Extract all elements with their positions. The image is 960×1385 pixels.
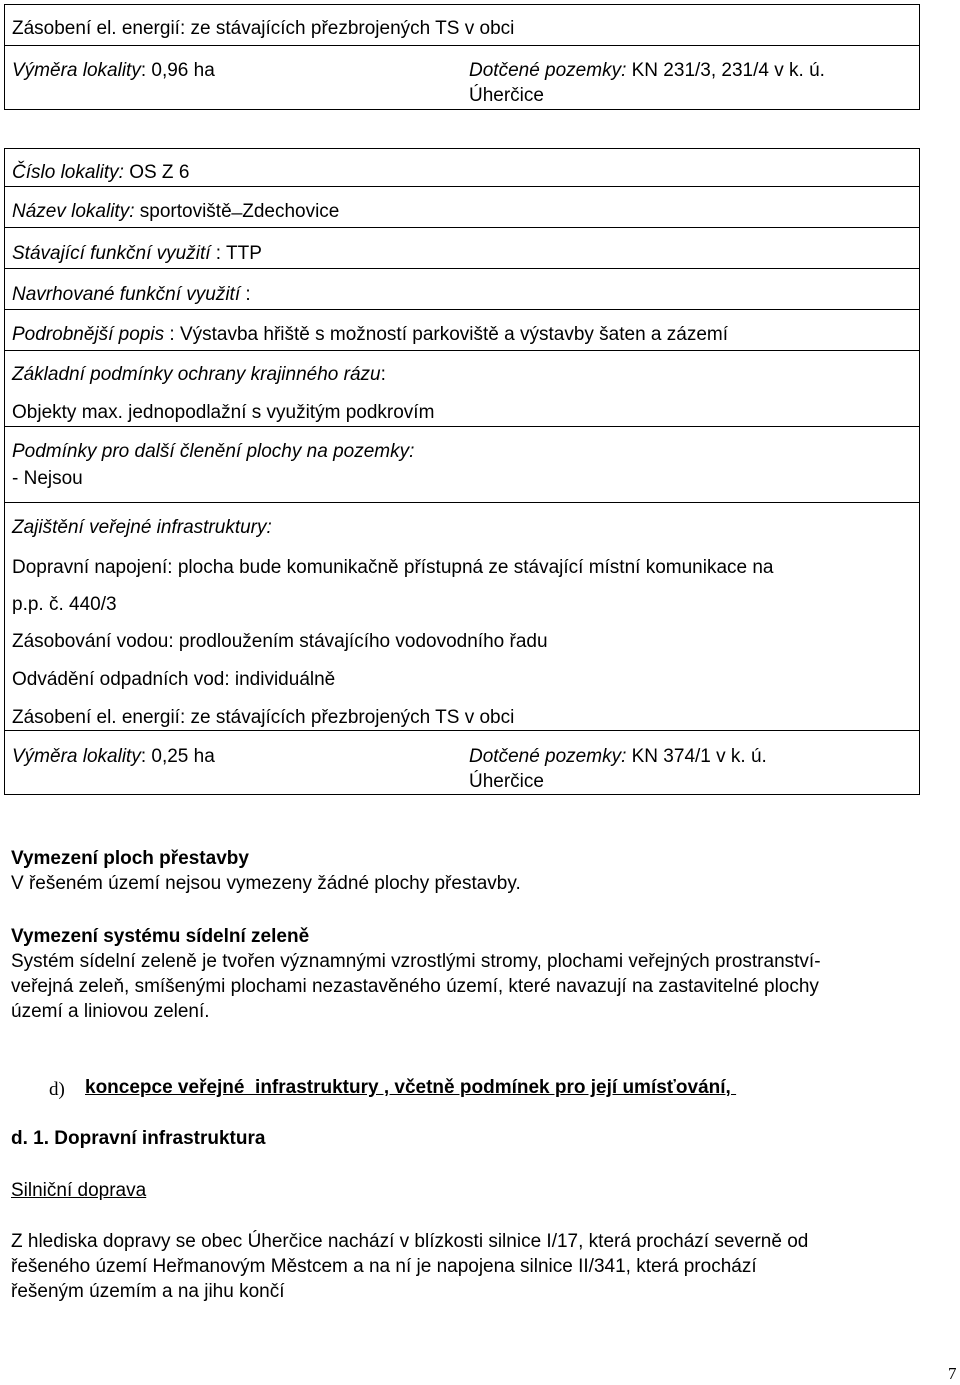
detail-description: Podrobnější popis : Výstavba hřiště s možností parkoviště a výstavby šaten a zázemí	[12, 324, 729, 345]
sewage: Odvádění odpadních vod: individuálně	[12, 669, 336, 690]
reconstruction-text: V řešeném území nejsou vymezeny žádné plochy přestavby.	[11, 873, 521, 894]
table-row-divider	[5, 309, 919, 310]
locality-table-top	[4, 4, 920, 110]
section-d-marker: d)	[49, 1079, 65, 1100]
area-cell: Výměra lokality: 0,96 ha	[12, 60, 215, 81]
table-row-divider	[5, 45, 919, 46]
landscape-value: Objekty max. jednopodlažní s využitým podkrovím	[12, 402, 435, 423]
road-transport-subheading: Silniční doprava	[11, 1180, 147, 1201]
landscape-conditions: Základní podmínky ochrany krajinného rázu:	[12, 364, 386, 385]
locality-name: Název lokality: sportoviště ̶ Zdechovice	[12, 201, 340, 222]
table-row-divider	[5, 350, 919, 351]
greenery-text-line2: veřejná zeleň, smíšenými plochami nezastavěného území, které navazují na zastavitelné plochy	[11, 976, 819, 997]
greenery-text-line3: území a liniovou zelení.	[11, 1001, 210, 1022]
greenery-heading: Vymezení systému sídelní zeleně	[11, 926, 310, 947]
transport-connection: Dopravní napojení: plocha bude komunikačně přístupná ze stávající místní komunikace na	[12, 557, 774, 578]
table-row-divider	[5, 268, 919, 269]
table-row-divider	[5, 186, 919, 187]
locality-table-os-z6	[4, 148, 920, 795]
water-supply: Zásobování vodou: prodloužením stávajícího vodovodního řadu	[12, 631, 548, 652]
table-row-divider	[5, 502, 919, 503]
section-d1-heading: d. 1. Dopravní infrastruktura	[11, 1128, 266, 1149]
electricity-supply: Zásobení el. energií: ze stávajících přezbrojených TS v obci	[12, 707, 515, 728]
supply-row: Zásobení el. energií: ze stávajících přezbrojených TS v obci	[12, 18, 515, 39]
division-conditions: Podmínky pro další členění plochy na pozemky:	[12, 441, 415, 462]
proposed-use: Navrhované funkční využití :	[12, 284, 251, 305]
table-row-divider	[5, 426, 919, 427]
parcels-place: Úherčice	[469, 85, 544, 106]
parcels-cell: Dotčené pozemky: KN 231/3, 231/4 v k. ú.	[469, 60, 825, 81]
page-number: 7	[948, 1364, 957, 1383]
transport-parcel: p.p. č. 440/3	[12, 594, 117, 615]
reconstruction-heading: Vymezení ploch přestavby	[11, 848, 249, 869]
infrastructure-heading: Zajištění veřejné infrastruktury:	[12, 517, 272, 538]
locality-number: Číslo lokality: OS Z 6	[12, 162, 190, 183]
current-use: Stávající funkční využití : TTP	[12, 243, 262, 264]
greenery-text-line1: Systém sídelní zeleně je tvořen významnými vzrostlými stromy, plochami veřejných prostranství-	[11, 951, 821, 972]
table-row-divider	[5, 730, 919, 731]
road-text-line2: řešeného území Heřmanovým Městcem a na ní je napojena silnice II/341, která prochází	[11, 1256, 757, 1277]
table-row-divider	[5, 227, 919, 228]
road-text-line3: řešeným územím a na jihu končí	[11, 1281, 285, 1302]
parcels-cell: Dotčené pozemky: KN 374/1 v k. ú.	[469, 746, 767, 767]
section-d-title: koncepce veřejné infrastruktury , včetně podmínek pro její umísťování,	[85, 1077, 737, 1098]
road-text-line1: Z hlediska dopravy se obec Úherčice nachází v blízkosti silnice I/17, která prochází severně od	[11, 1231, 809, 1252]
division-value: - Nejsou	[12, 468, 83, 489]
parcels-place: Úherčice	[469, 771, 544, 792]
area-cell: Výměra lokality: 0,25 ha	[12, 746, 215, 767]
